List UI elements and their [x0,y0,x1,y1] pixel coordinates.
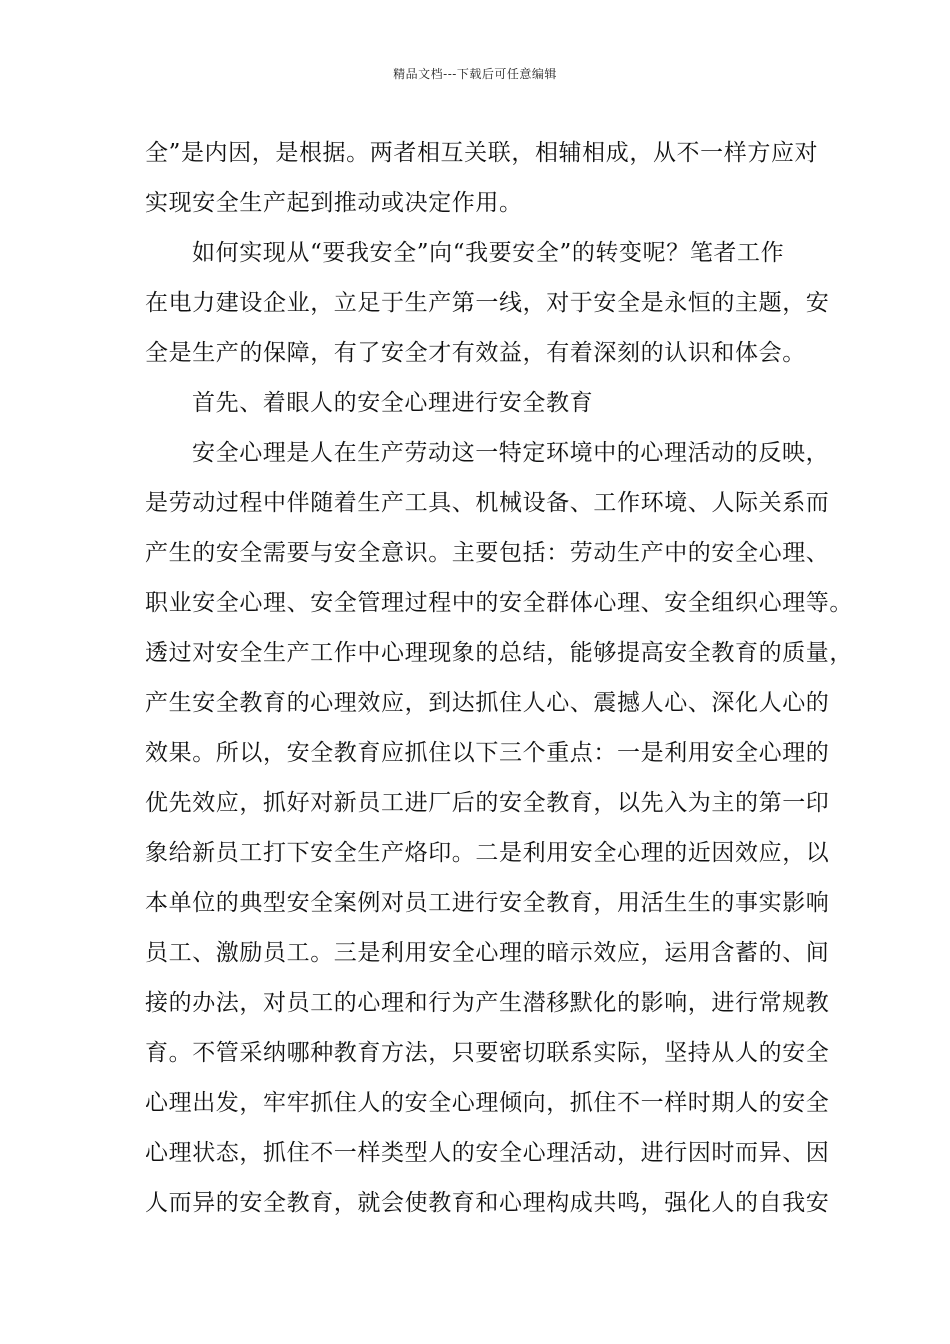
body-line-19: 育。不管采纳哪种教育方法，只要密切联系实际，坚持从人的安全 [145,1040,830,1066]
body-line-13: 效果。所以，安全教育应抓住以下三个重点：一是利用安全心理的 [145,740,830,766]
body-line-3: 如何实现从“要我安全”向“我要安全”的转变呢？笔者工作 [192,240,785,266]
body-line-5: 全是生产的保障，有了安全才有效益，有着深刻的认识和体会。 [145,340,806,366]
body-line-4: 在电力建设企业，立足于生产第一线，对于安全是永恒的主题，安 [145,290,830,316]
body-line-2: 实现安全生产起到推动或决定作用。 [145,190,523,216]
section-heading: 首先、着眼人的安全心理进行安全教育 [192,390,594,416]
page-header: 精品文档---下载后可任意编辑 [393,67,557,81]
body-line-12: 产生安全教育的心理效应，到达抓住人心、震撼人心、深化人心的 [145,690,830,716]
body-line-7: 安全心理是人在生产劳动这一特定环境中的心理活动的反映， [192,440,830,466]
body-line-8: 是劳动过程中伴随着生产工具、机械设备、工作环境、人际关系而 [145,490,830,516]
body-line-17: 员工、激励员工。三是利用安全心理的暗示效应，运用含蓄的、间 [145,940,830,966]
body-line-15: 象给新员工打下安全生产烙印。二是利用安全心理的近因效应，以 [145,840,830,866]
body-line-22: 人而异的安全教育，就会使教育和心理构成共鸣，强化人的自我安 [145,1190,830,1216]
body-line-1: 全”是内因，是根据。两者相互关联，相辅相成，从不一样方应对 [145,140,819,166]
body-line-9: 产生的安全需要与安全意识。主要包括：劳动生产中的安全心理、 [145,540,830,566]
body-line-21: 心理状态，抓住不一样类型人的安全心理活动，进行因时而异、因 [145,1140,830,1166]
body-line-10: 职业安全心理、安全管理过程中的安全群体心理、安全组织心理等。 [145,590,853,616]
body-line-20: 心理出发，牢牢抓住人的安全心理倾向，抓住不一样时期人的安全 [145,1090,830,1116]
body-line-16: 本单位的典型安全案例对员工进行安全教育，用活生生的事实影响 [145,890,830,916]
body-line-14: 优先效应，抓好对新员工进厂后的安全教育，以先入为主的第一印 [145,790,830,816]
body-line-18: 接的办法，对员工的心理和行为产生潜移默化的影响，进行常规教 [145,990,830,1016]
body-line-11: 透过对安全生产工作中心理现象的总结，能够提高安全教育的质量， [145,640,853,666]
